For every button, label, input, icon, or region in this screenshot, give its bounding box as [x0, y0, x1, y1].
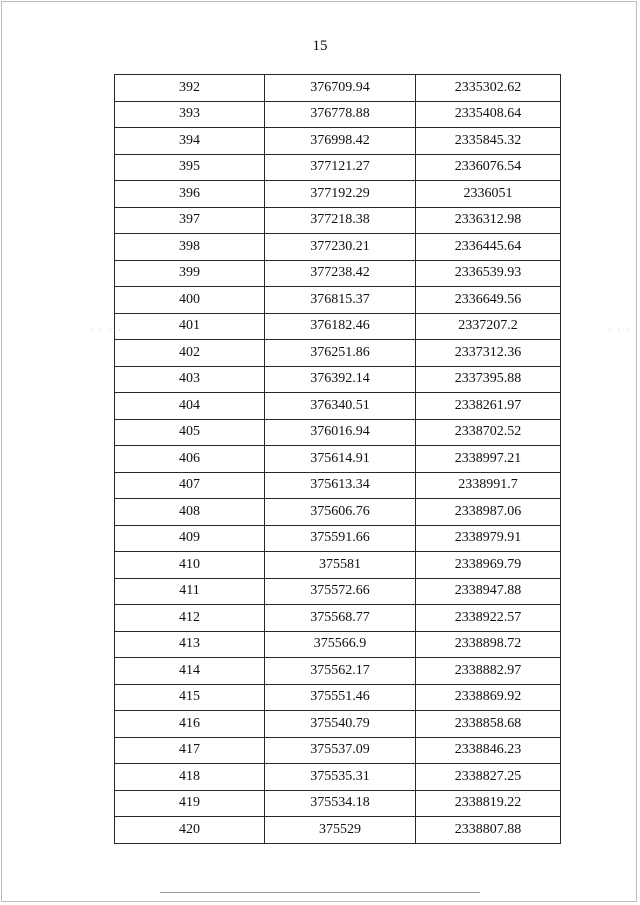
y-coordinate-cell: 2338869.92 — [416, 684, 561, 711]
x-coordinate-cell: 375613.34 — [265, 472, 416, 499]
y-coordinate-cell: 2336539.93 — [416, 260, 561, 287]
y-coordinate-cell: 2338261.97 — [416, 393, 561, 420]
y-coordinate-cell: 2338898.72 — [416, 631, 561, 658]
table-row — [115, 313, 561, 340]
y-coordinate-cell: 2338947.88 — [416, 578, 561, 605]
table-row — [115, 499, 561, 526]
table-row — [115, 790, 561, 817]
y-coordinate-cell: 2338819.22 — [416, 790, 561, 817]
table-row — [115, 181, 561, 208]
table-row — [115, 366, 561, 393]
coordinate-table — [114, 74, 561, 844]
x-coordinate-cell: 375572.66 — [265, 578, 416, 605]
x-coordinate-cell: 375614.91 — [265, 446, 416, 473]
x-coordinate-cell: 376182.46 — [265, 313, 416, 340]
table-row — [115, 658, 561, 685]
point-number-cell: 408 — [115, 499, 265, 526]
x-coordinate-cell: 375591.66 — [265, 525, 416, 552]
point-number-cell: 406 — [115, 446, 265, 473]
x-coordinate-cell: 376340.51 — [265, 393, 416, 420]
y-coordinate-cell: 2335845.32 — [416, 128, 561, 155]
point-number-cell: 394 — [115, 128, 265, 155]
point-number-cell: 417 — [115, 737, 265, 764]
point-number-cell: 411 — [115, 578, 265, 605]
x-coordinate-cell: 377192.29 — [265, 181, 416, 208]
x-coordinate-cell: 375562.17 — [265, 658, 416, 685]
table-row — [115, 101, 561, 128]
point-number-cell: 392 — [115, 75, 265, 102]
x-coordinate-cell: 375535.31 — [265, 764, 416, 791]
table-row — [115, 711, 561, 738]
point-number-cell: 403 — [115, 366, 265, 393]
table-row — [115, 631, 561, 658]
x-coordinate-cell: 377230.21 — [265, 234, 416, 261]
point-number-cell: 397 — [115, 207, 265, 234]
bottom-rule — [160, 892, 480, 893]
y-coordinate-cell: 2338997.21 — [416, 446, 561, 473]
table-row — [115, 287, 561, 314]
x-coordinate-cell: 375566.9 — [265, 631, 416, 658]
scan-margin-mark-left: · · · · — [90, 325, 123, 335]
x-coordinate-cell: 376016.94 — [265, 419, 416, 446]
y-coordinate-cell: 2338807.88 — [416, 817, 561, 844]
point-number-cell: 419 — [115, 790, 265, 817]
coordinate-table-body — [115, 75, 561, 844]
point-number-cell: 413 — [115, 631, 265, 658]
y-coordinate-cell: 2337312.36 — [416, 340, 561, 367]
y-coordinate-cell: 2338979.91 — [416, 525, 561, 552]
y-coordinate-cell: 2338827.25 — [416, 764, 561, 791]
x-coordinate-cell: 377218.38 — [265, 207, 416, 234]
table-row — [115, 207, 561, 234]
y-coordinate-cell: 2338858.68 — [416, 711, 561, 738]
table-row — [115, 419, 561, 446]
point-number-cell: 418 — [115, 764, 265, 791]
y-coordinate-cell: 2338969.79 — [416, 552, 561, 579]
point-number-cell: 415 — [115, 684, 265, 711]
table-row — [115, 128, 561, 155]
point-number-cell: 395 — [115, 154, 265, 181]
y-coordinate-cell: 2336076.54 — [416, 154, 561, 181]
y-coordinate-cell: 2336445.64 — [416, 234, 561, 261]
table-row — [115, 472, 561, 499]
y-coordinate-cell: 2338846.23 — [416, 737, 561, 764]
x-coordinate-cell: 375551.46 — [265, 684, 416, 711]
y-coordinate-cell: 2337207.2 — [416, 313, 561, 340]
table-row — [115, 75, 561, 102]
x-coordinate-cell: 375568.77 — [265, 605, 416, 632]
point-number-cell: 404 — [115, 393, 265, 420]
table-row — [115, 154, 561, 181]
table-row — [115, 446, 561, 473]
y-coordinate-cell: 2338987.06 — [416, 499, 561, 526]
y-coordinate-cell: 2338882.97 — [416, 658, 561, 685]
point-number-cell: 409 — [115, 525, 265, 552]
point-number-cell: 401 — [115, 313, 265, 340]
x-coordinate-cell: 377121.27 — [265, 154, 416, 181]
x-coordinate-cell: 377238.42 — [265, 260, 416, 287]
table-row — [115, 393, 561, 420]
point-number-cell: 400 — [115, 287, 265, 314]
point-number-cell: 398 — [115, 234, 265, 261]
table-row — [115, 552, 561, 579]
x-coordinate-cell: 375606.76 — [265, 499, 416, 526]
x-coordinate-cell: 376251.86 — [265, 340, 416, 367]
x-coordinate-cell: 376998.42 — [265, 128, 416, 155]
page-number: 15 — [312, 38, 328, 54]
y-coordinate-cell: 2338991.7 — [416, 472, 561, 499]
y-coordinate-cell: 2335408.64 — [416, 101, 561, 128]
x-coordinate-cell: 376709.94 — [265, 75, 416, 102]
table-row — [115, 764, 561, 791]
point-number-cell: 402 — [115, 340, 265, 367]
point-number-cell: 416 — [115, 711, 265, 738]
point-number-cell: 399 — [115, 260, 265, 287]
table-row — [115, 525, 561, 552]
table-row — [115, 817, 561, 844]
point-number-cell: 393 — [115, 101, 265, 128]
y-coordinate-cell: 2338922.57 — [416, 605, 561, 632]
point-number-cell: 396 — [115, 181, 265, 208]
x-coordinate-cell: 375534.18 — [265, 790, 416, 817]
scan-margin-mark-right: · · · — [608, 325, 632, 335]
table-row — [115, 737, 561, 764]
x-coordinate-cell: 376392.14 — [265, 366, 416, 393]
point-number-cell: 420 — [115, 817, 265, 844]
y-coordinate-cell: 2336051 — [416, 181, 561, 208]
point-number-cell: 410 — [115, 552, 265, 579]
table-row — [115, 578, 561, 605]
x-coordinate-cell: 375581 — [265, 552, 416, 579]
x-coordinate-cell: 376778.88 — [265, 101, 416, 128]
table-row — [115, 340, 561, 367]
point-number-cell: 414 — [115, 658, 265, 685]
y-coordinate-cell: 2335302.62 — [416, 75, 561, 102]
table-row — [115, 234, 561, 261]
point-number-cell: 412 — [115, 605, 265, 632]
table-row — [115, 684, 561, 711]
x-coordinate-cell: 375537.09 — [265, 737, 416, 764]
point-number-cell: 407 — [115, 472, 265, 499]
y-coordinate-cell: 2336312.98 — [416, 207, 561, 234]
y-coordinate-cell: 2336649.56 — [416, 287, 561, 314]
y-coordinate-cell: 2337395.88 — [416, 366, 561, 393]
y-coordinate-cell: 2338702.52 — [416, 419, 561, 446]
table-row — [115, 260, 561, 287]
table-row — [115, 605, 561, 632]
point-number-cell: 405 — [115, 419, 265, 446]
x-coordinate-cell: 376815.37 — [265, 287, 416, 314]
x-coordinate-cell: 375540.79 — [265, 711, 416, 738]
x-coordinate-cell: 375529 — [265, 817, 416, 844]
